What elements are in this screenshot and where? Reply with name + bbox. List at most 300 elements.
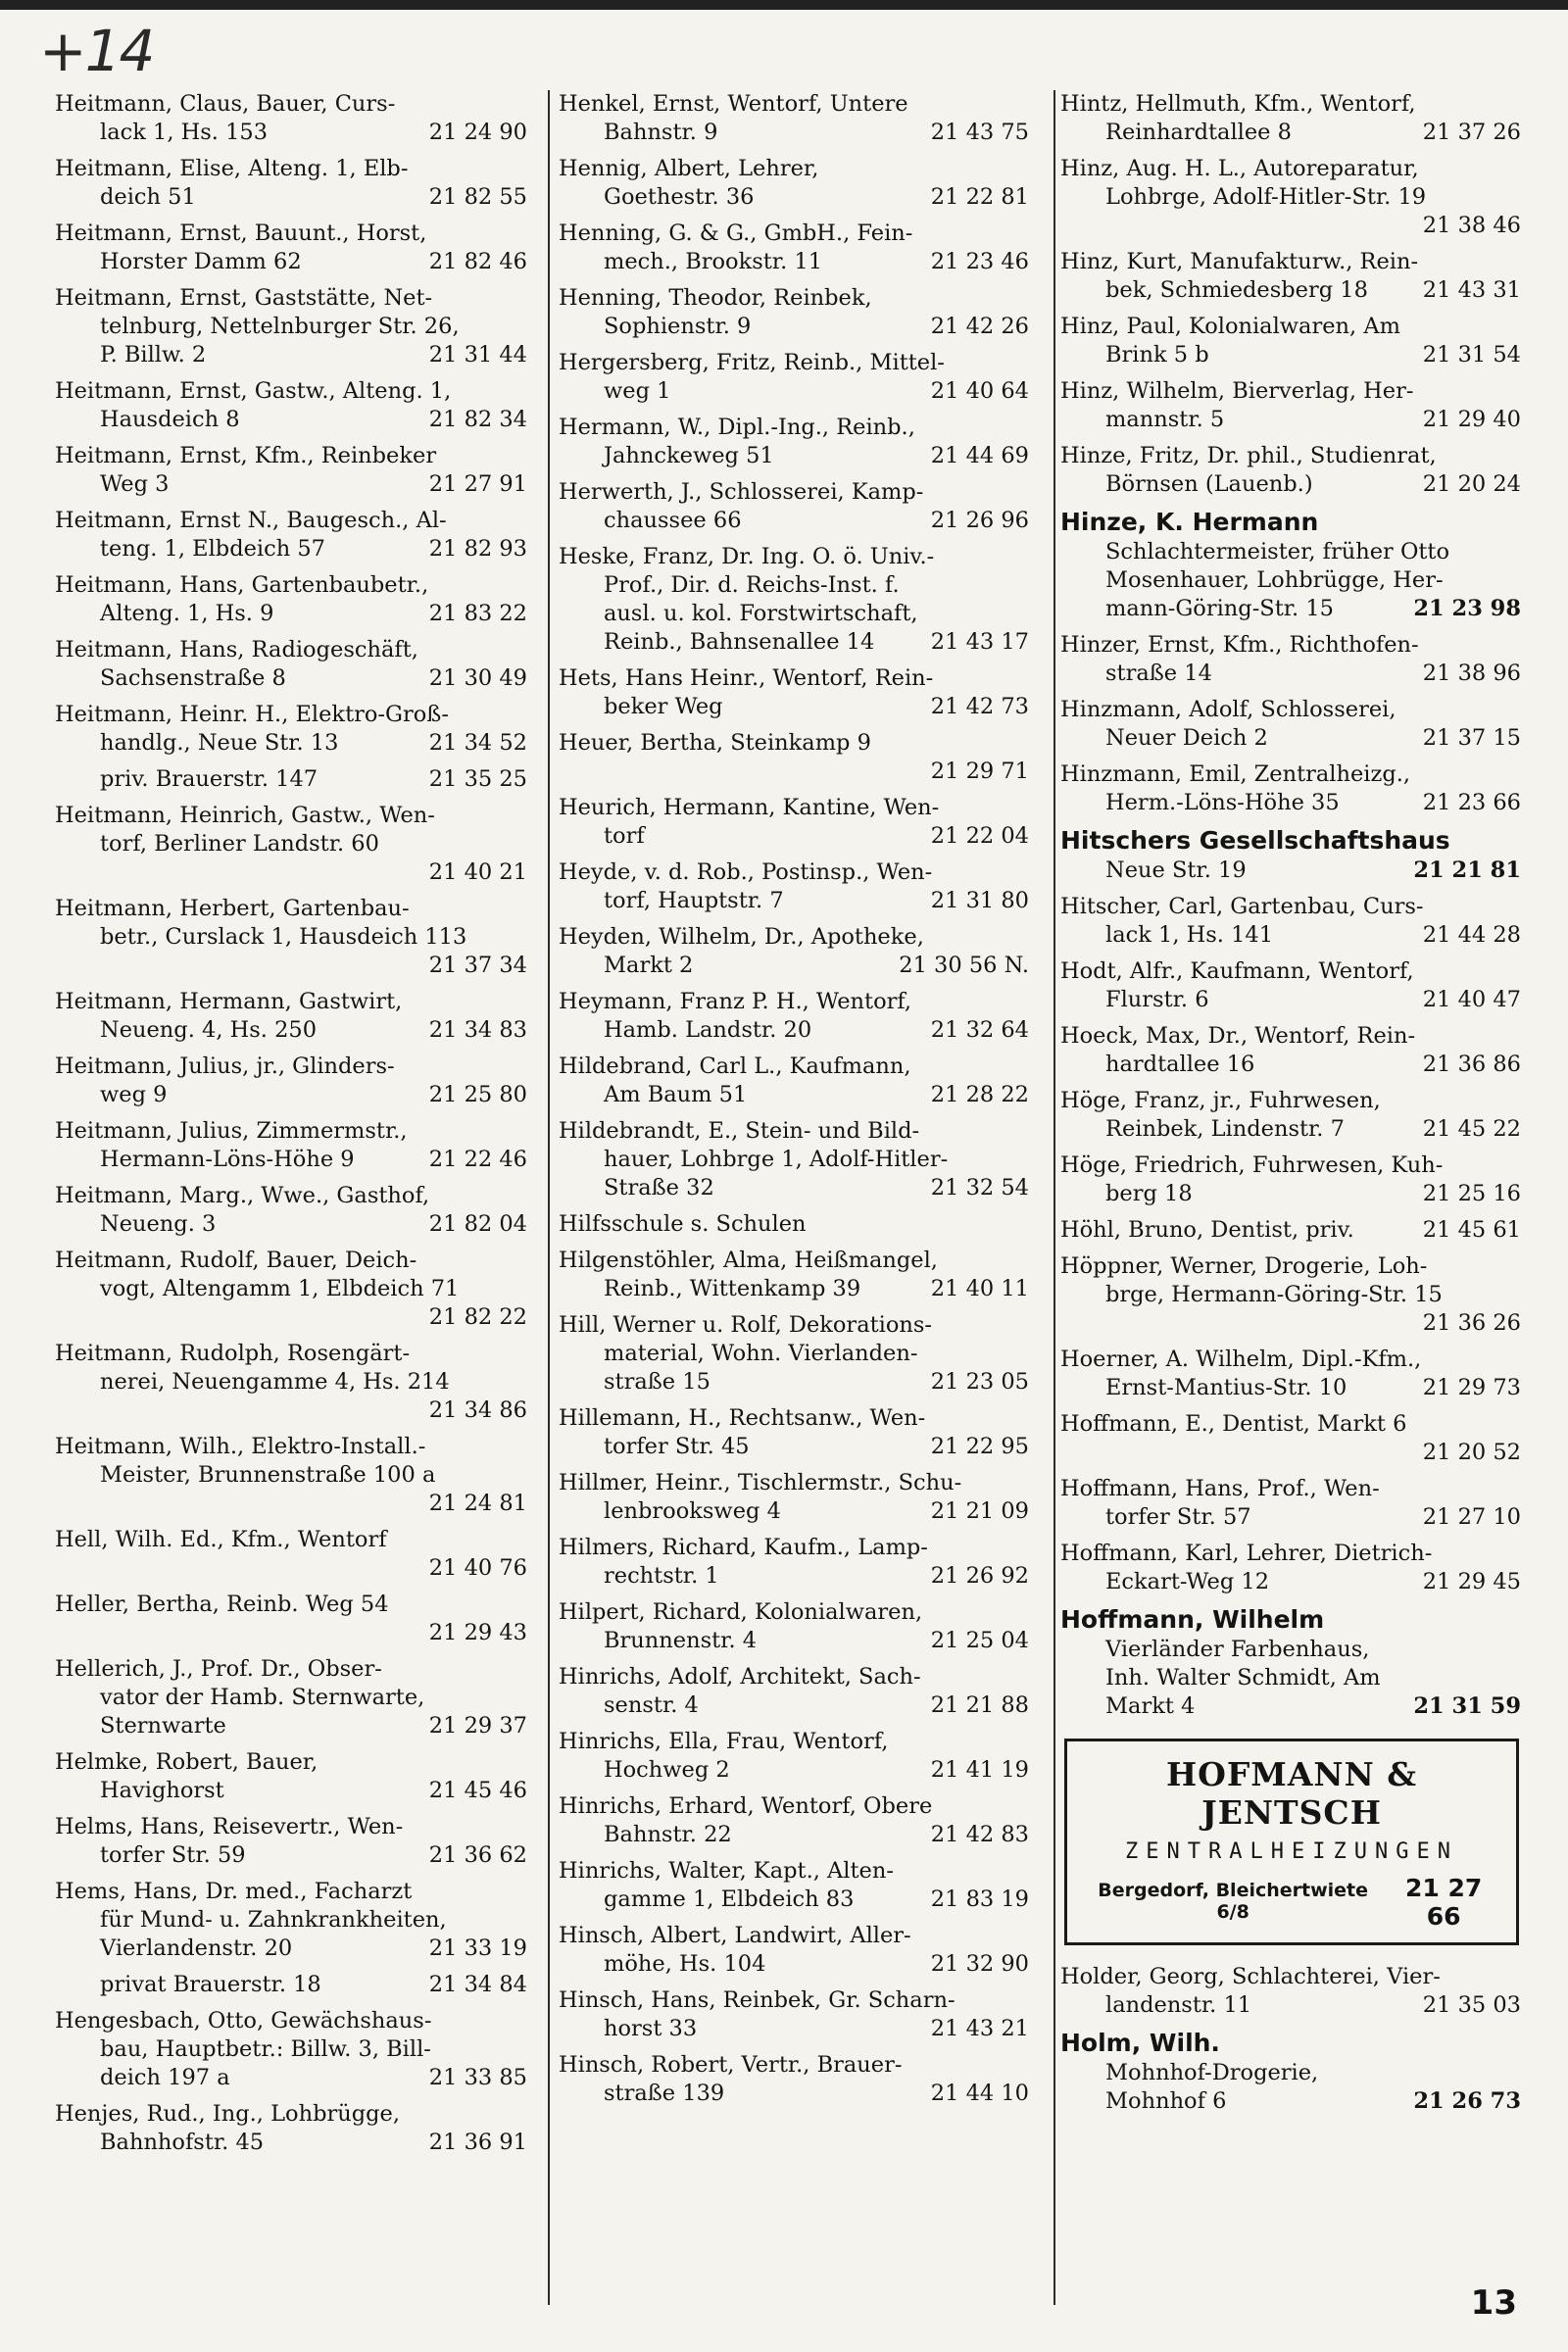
- directory-entry: [559, 988, 1033, 1045]
- entry-name-line: Hergersberg, Fritz, Reinb., Mittel-: [559, 350, 945, 375]
- entry-phone-number: 21 44 69: [927, 442, 1029, 470]
- directory-entry: [559, 1404, 1033, 1461]
- entry-name-line: Hill, Werner u. Rolf, Dekorations-: [559, 1312, 933, 1338]
- directory-entry: [55, 1655, 531, 1740]
- entry-phone-number: 21 40 47: [1419, 986, 1521, 1014]
- entry-business-name: Holm, Wilh.: [1060, 2029, 1220, 2057]
- entry-name-line: Hinrichs, Adolf, Architekt, Sach-: [559, 1664, 921, 1690]
- directory-entry: [1060, 377, 1525, 434]
- entry-name-line: Heitmann, Herbert, Gartenbau-: [55, 896, 410, 921]
- entry-phone-number: 21 23 46: [927, 248, 1029, 276]
- directory-entry: [55, 1526, 531, 1583]
- directory-entry: [559, 1922, 1033, 1979]
- entry-name-line: Heitmann, Rudolf, Bauer, Deich-: [55, 1248, 417, 1273]
- entry-detail-line: mann-Göring-Str. 15: [1105, 596, 1334, 621]
- entry-name-line: Hinsch, Hans, Reinbek, Gr. Scharn-: [559, 1987, 956, 2013]
- entry-detail-line: torf, Berliner Landstr. 60: [100, 831, 379, 857]
- directory-entry: [1060, 2028, 1525, 2116]
- entry-name-line: Heitmann, Ernst, Bauunt., Horst,: [55, 220, 427, 246]
- directory-entry: [1060, 248, 1525, 305]
- entry-detail-line: Bahnhofstr. 45: [100, 2130, 265, 2155]
- entry-phone-number: 21 82 04: [425, 1210, 527, 1239]
- ad-address: Bergedorf, Bleichertwiete 6/8: [1098, 1880, 1369, 1923]
- directory-entry: [55, 1117, 531, 1174]
- entry-name-line: privat Brauerstr. 18: [100, 1972, 321, 1997]
- directory-column-2: [545, 90, 1047, 2305]
- directory-entry: [1060, 1022, 1525, 1079]
- entry-phone-number: 21 31 59: [1409, 1692, 1521, 1721]
- entry-detail-line: Bahnstr. 22: [604, 1822, 732, 1847]
- entry-detail-line: handlg., Neue Str. 13: [100, 730, 339, 756]
- directory-entry: [559, 1053, 1033, 1109]
- entry-name-line: Heske, Franz, Dr. Ing. O. ö. Univ.-: [559, 544, 935, 569]
- entry-detail-line: bek, Schmiedesberg 18: [1105, 277, 1368, 303]
- directory-entry: [55, 765, 531, 794]
- entry-phone-number: 21 82 46: [425, 248, 527, 276]
- directory-entry: [1060, 760, 1525, 817]
- directory-entry: [1060, 1252, 1525, 1338]
- entry-detail-line: Am Baum 51: [604, 1082, 748, 1107]
- entry-name-line: Hilfsschule s. Schulen: [559, 1211, 807, 1237]
- directory-entry: [55, 2007, 531, 2092]
- directory-entry: [1060, 1346, 1525, 1402]
- directory-entry: [559, 858, 1033, 915]
- entry-detail-line: Börnsen (Lauenb.): [1105, 471, 1313, 497]
- entry-detail-line: gamme 1, Elbdeich 83: [604, 1886, 855, 1912]
- entry-phone-number: 21 37 15: [1419, 724, 1521, 753]
- entry-phone-number: 21 36 62: [425, 1841, 527, 1870]
- entry-phone-number: 21 29 40: [1419, 406, 1521, 434]
- entry-detail-line: möhe, Hs. 104: [604, 1951, 766, 1977]
- entry-phone-number: 21 38 96: [1419, 660, 1521, 688]
- directory-entry: [55, 1748, 531, 1805]
- entry-phone-number: 21 44 10: [927, 2080, 1029, 2108]
- entry-phone-number: 21 38 46: [1060, 212, 1525, 240]
- entry-detail-line: Eckart-Weg 12: [1105, 1569, 1270, 1594]
- directory-entry: [55, 507, 531, 564]
- directory-entry: [559, 794, 1033, 851]
- entry-name-line: Heitmann, Julius, jr., Glinders-: [55, 1054, 395, 1079]
- scan-edge: [0, 0, 1568, 10]
- entry-phone-number: 21 31 54: [1419, 341, 1521, 369]
- directory-entry: [559, 155, 1033, 212]
- entry-detail-line: Prof., Dir. d. Reichs-Inst. f.: [604, 572, 900, 598]
- entry-phone-number: 21 42 73: [927, 693, 1029, 721]
- entry-phone-number: 21 40 64: [927, 377, 1029, 406]
- entry-detail-line: Jahnckeweg 51: [604, 443, 774, 468]
- entry-phone-number: 21 45 61: [1419, 1216, 1521, 1245]
- entry-detail-line: vator der Hamb. Sternwarte,: [100, 1685, 425, 1710]
- directory-entry: [559, 1311, 1033, 1396]
- entry-phone-number: 21 29 71: [559, 758, 1033, 786]
- entry-detail-line: Neuer Deich 2: [1105, 725, 1268, 751]
- entry-detail-line: rechtstr. 1: [604, 1563, 719, 1589]
- directory-entry: [559, 1117, 1033, 1202]
- entry-phone-number: 21 31 80: [927, 887, 1029, 915]
- entry-phone-number: 21 45 46: [425, 1777, 527, 1805]
- directory-entry: [55, 1182, 531, 1239]
- entry-phone-number: 21 20 52: [1060, 1439, 1525, 1467]
- entry-detail-line: material, Wohn. Vierlanden-: [604, 1341, 918, 1366]
- directory-column-1: [55, 90, 545, 2305]
- entry-phone-number: 21 31 44: [425, 341, 527, 369]
- entry-name-line: Helmke, Robert, Bauer,: [55, 1749, 318, 1775]
- entry-business-name: Hitschers Gesellschaftshaus: [1060, 826, 1450, 855]
- entry-phone-number: 21 21 81: [1409, 857, 1521, 885]
- entry-name-line: Hinzmann, Adolf, Schlosserei,: [1060, 697, 1396, 722]
- entry-name-line: Hildebrand, Carl L., Kaufmann,: [559, 1054, 911, 1079]
- entry-phone-number: 21 34 83: [425, 1016, 527, 1045]
- directory-entry: [55, 155, 531, 212]
- entry-name-line: Hinsch, Albert, Landwirt, Aller-: [559, 1923, 911, 1948]
- directory-entry: [55, 1247, 531, 1332]
- entry-detail-line: ausl. u. kol. Forstwirtschaft,: [604, 601, 918, 626]
- directory-entry: [55, 1053, 531, 1109]
- entry-detail-line: Neueng. 3: [100, 1211, 217, 1237]
- entry-phone-number: 21 27 10: [1419, 1503, 1521, 1532]
- directory-entry: [55, 571, 531, 628]
- entry-name-line: Höhl, Bruno, Dentist, priv.: [1060, 1217, 1354, 1243]
- entry-phone-number: 21 45 22: [1419, 1115, 1521, 1144]
- entry-name-line: Heller, Bertha, Reinb. Weg 54: [55, 1592, 389, 1617]
- entry-detail-line: Inh. Walter Schmidt, Am: [1105, 1665, 1381, 1690]
- directory-entry: [559, 664, 1033, 721]
- entry-detail-line: landenstr. 11: [1105, 1992, 1252, 2018]
- entry-phone-number: 21 23 05: [927, 1368, 1029, 1396]
- directory-entry: [55, 377, 531, 434]
- entry-phone-number: 21 24 81: [55, 1490, 531, 1518]
- directory-entry: [559, 1469, 1033, 1526]
- entry-name-line: Hintz, Hellmuth, Kfm., Wentorf,: [1060, 91, 1416, 117]
- entry-phone-number: 21 21 88: [927, 1691, 1029, 1720]
- entry-phone-number: 21 83 22: [425, 600, 527, 628]
- entry-detail-line: torf: [604, 823, 645, 849]
- entry-phone-number: 21 42 26: [927, 313, 1029, 341]
- directory-entry: [1060, 155, 1525, 240]
- entry-name-line: Hinz, Aug. H. L., Autoreparatur,: [1060, 156, 1419, 181]
- entry-phone-number: 21 34 86: [55, 1396, 531, 1425]
- directory-entry: [559, 729, 1033, 786]
- entry-name-line: Heitmann, Marg., Wwe., Gasthof,: [55, 1183, 430, 1208]
- entry-name-line: Herwerth, J., Schlosserei, Kamp-: [559, 479, 924, 505]
- entry-detail-line: Reinhardtallee 8: [1105, 120, 1292, 145]
- directory-entry: [55, 1591, 531, 1647]
- entry-name-line: Heurich, Hermann, Kantine, Wen-: [559, 795, 940, 820]
- directory-entry: [559, 349, 1033, 406]
- directory-entry: [55, 636, 531, 693]
- entry-detail-line: Weg 3: [100, 471, 170, 497]
- directory-entry: [559, 923, 1033, 980]
- directory-entry: [55, 701, 531, 758]
- entry-phone-number: 21 82 34: [425, 406, 527, 434]
- entry-phone-number: 21 26 92: [927, 1562, 1029, 1591]
- column-rule: [548, 90, 550, 2305]
- entry-phone-number: 21 36 86: [1419, 1051, 1521, 1079]
- directory-entry: [1060, 90, 1525, 147]
- entry-name-line: Hets, Hans Heinr., Wentorf, Rein-: [559, 665, 934, 691]
- entry-detail-line: bau, Hauptbetr.: Billw. 3, Bill-: [100, 2036, 431, 2062]
- entry-detail-line: Straße 32: [604, 1175, 714, 1200]
- entry-name-line: Holder, Georg, Schlachterei, Vier-: [1060, 1964, 1441, 1989]
- entry-name-line: Heitmann, Heinr. H., Elektro-Groß-: [55, 702, 449, 727]
- entry-detail-line: weg 9: [100, 1082, 168, 1107]
- entry-name-line: Heitmann, Wilh., Elektro-Install.-: [55, 1434, 426, 1459]
- entry-phone-number: 21 26 96: [927, 507, 1029, 535]
- directory-entry: [559, 478, 1033, 535]
- entry-phone-number: 21 83 19: [927, 1886, 1029, 1914]
- entry-phone-number: 21 33 85: [425, 2064, 527, 2092]
- entry-phone-number: 21 20 24: [1419, 470, 1521, 499]
- directory-entry: [55, 220, 531, 276]
- entry-phone-number: 21 42 83: [927, 1821, 1029, 1849]
- entry-name-line: Hinrichs, Erhard, Wentorf, Obere: [559, 1793, 933, 1819]
- directory-page: [55, 90, 1525, 2305]
- entry-detail-line: hardtallee 16: [1105, 1052, 1255, 1077]
- entry-detail-line: Sternwarte: [100, 1713, 226, 1739]
- entry-name-line: Heuer, Bertha, Steinkamp 9: [559, 730, 871, 756]
- entry-phone-number: 21 43 17: [927, 628, 1029, 657]
- entry-name-line: Heitmann, Elise, Alteng. 1, Elb-: [55, 156, 409, 181]
- entry-detail-line: brge, Hermann-Göring-Str. 15: [1105, 1282, 1443, 1307]
- entry-detail-line: Hamb. Landstr. 20: [604, 1017, 812, 1043]
- entry-detail-line: deich 51: [100, 184, 196, 210]
- entry-phone-number: 21 29 37: [425, 1712, 527, 1740]
- entry-detail-line: Flurstr. 6: [1105, 987, 1209, 1012]
- entry-name-line: Heitmann, Ernst, Kfm., Reinbeker: [55, 443, 437, 468]
- entry-detail-line: Vierlandenstr. 20: [100, 1936, 293, 1961]
- page-number: 13: [1470, 2283, 1517, 2323]
- entry-detail-line: Reinb., Bahnsenallee 14: [604, 629, 875, 655]
- entry-detail-line: lack 1, Hs. 141: [1105, 922, 1274, 948]
- entry-detail-line: hauer, Lohbrge 1, Adolf-Hitler-: [604, 1147, 949, 1172]
- entry-detail-line: Brink 5 b: [1105, 342, 1209, 368]
- entry-name-line: Hillmer, Heinr., Tischlermstr., Schu-: [559, 1470, 962, 1495]
- entry-detail-line: für Mund- u. Zahnkrankheiten,: [100, 1907, 447, 1933]
- directory-entry: [559, 1792, 1033, 1849]
- entry-detail-line: berg 18: [1105, 1181, 1193, 1206]
- entry-detail-line: Meister, Brunnenstraße 100 a: [100, 1462, 436, 1488]
- entry-name-line: Höppner, Werner, Drogerie, Loh-: [1060, 1253, 1428, 1279]
- entry-phone-number: 21 34 52: [425, 729, 527, 758]
- entry-phone-number: 21 23 98: [1409, 595, 1521, 623]
- entry-name-line: Hinz, Kurt, Manufakturw., Rein-: [1060, 249, 1419, 274]
- directory-entry: [55, 988, 531, 1045]
- directory-entry: [55, 1340, 531, 1425]
- directory-entry: [1060, 1604, 1525, 1721]
- entry-name-line: Hell, Wilh. Ed., Kfm., Wentorf: [55, 1527, 387, 1552]
- directory-entry: [55, 1971, 531, 1999]
- entry-phone-number: 21 32 64: [927, 1016, 1029, 1045]
- entry-detail-line: Sophienstr. 9: [604, 314, 752, 339]
- entry-name-line: Heyden, Wilhelm, Dr., Apotheke,: [559, 924, 924, 950]
- entry-detail-line: deich 197 a: [100, 2065, 230, 2090]
- advertisement-box: [1064, 1739, 1519, 1945]
- entry-phone-number: 21 36 91: [425, 2129, 527, 2157]
- entry-detail-line: Hermann-Löns-Höhe 9: [100, 1147, 355, 1172]
- directory-entry: [1060, 1475, 1525, 1532]
- entry-detail-line: Mohnhof-Drogerie,: [1105, 2060, 1319, 2085]
- directory-entry: [1060, 957, 1525, 1014]
- directory-entry: [55, 802, 531, 887]
- entry-phone-number: 21 37 26: [1419, 119, 1521, 147]
- directory-entry: [1060, 893, 1525, 950]
- entry-name-line: Helms, Hans, Reisevertr., Wen-: [55, 1814, 404, 1839]
- entry-name-line: Hodt, Alfr., Kaufmann, Wentorf,: [1060, 958, 1414, 984]
- entry-detail-line: Mosenhauer, Lohbrügge, Her-: [1105, 567, 1444, 593]
- directory-entry: [1060, 1216, 1525, 1245]
- entry-phone-number: 21 44 28: [1419, 921, 1521, 950]
- entry-name-line: Hinsch, Robert, Vertr., Brauer-: [559, 2052, 903, 2078]
- entry-name-line: Hinz, Paul, Kolonialwaren, Am: [1060, 314, 1400, 339]
- directory-entry: [1060, 631, 1525, 688]
- handwritten-margin-note: +14: [39, 18, 154, 84]
- entry-detail-line: Markt 2: [604, 953, 694, 978]
- entry-phone-number: 21 30 56 N.: [895, 952, 1029, 980]
- entry-phone-number: 21 22 95: [927, 1433, 1029, 1461]
- entry-name-line: Heitmann, Rudolph, Rosengärt-: [55, 1341, 411, 1366]
- entry-name-line: Hems, Hans, Dr. med., Facharzt: [55, 1879, 413, 1904]
- entry-detail-line: Goethestr. 36: [604, 184, 755, 210]
- directory-entry: [1060, 825, 1525, 885]
- directory-entry: [559, 1210, 1033, 1239]
- directory-entry: [559, 284, 1033, 341]
- entry-detail-line: Schlachtermeister, früher Otto: [1105, 539, 1450, 564]
- entry-phone-number: 21 82 55: [425, 183, 527, 212]
- directory-entry: [559, 414, 1033, 470]
- entry-name-line: Henning, Theodor, Reinbek,: [559, 285, 872, 311]
- entry-name-line: Hinzmann, Emil, Zentralheizg.,: [1060, 761, 1411, 787]
- column-rule: [1054, 90, 1055, 2305]
- entry-detail-line: Reinbek, Lindenstr. 7: [1105, 1116, 1345, 1142]
- entry-detail-line: Reinb., Wittenkamp 39: [604, 1276, 861, 1301]
- entry-phone-number: 21 22 81: [927, 183, 1029, 212]
- entry-detail-line: Neue Str. 19: [1105, 858, 1247, 883]
- directory-entry: [559, 1663, 1033, 1720]
- directory-entry: [559, 1247, 1033, 1303]
- entry-detail-line: mannstr. 5: [1105, 407, 1225, 432]
- ad-phone: 21 27 66: [1405, 1874, 1483, 1931]
- entry-name-line: priv. Brauerstr. 147: [100, 766, 318, 792]
- entry-phone-number: 21 40 76: [55, 1554, 531, 1583]
- entry-phone-number: 21 34 84: [425, 1971, 527, 1999]
- entry-name-line: Höge, Friedrich, Fuhrwesen, Kuh-: [1060, 1152, 1444, 1178]
- entry-phone-number: 21 33 19: [425, 1935, 527, 1963]
- directory-entry: [559, 1857, 1033, 1914]
- entry-detail-line: Havighorst: [100, 1778, 224, 1803]
- entry-detail-line: lenbrooksweg 4: [604, 1498, 781, 1524]
- entry-phone-number: 21 23 66: [1419, 789, 1521, 817]
- entry-phone-number: 21 25 04: [927, 1627, 1029, 1655]
- entry-phone-number: 21 41 19: [927, 1756, 1029, 1785]
- directory-entry: [1060, 1152, 1525, 1208]
- directory-entry: [55, 2100, 531, 2157]
- entry-detail-line: nerei, Neuengamme 4, Hs. 214: [100, 1369, 450, 1395]
- directory-entry: [1060, 1963, 1525, 2020]
- directory-entry: [55, 442, 531, 499]
- entry-phone-number: 21 25 80: [425, 1081, 527, 1109]
- entry-name-line: Heitmann, Hans, Radiogeschäft,: [55, 637, 418, 662]
- entry-name-line: Hellerich, J., Prof. Dr., Obser-: [55, 1656, 382, 1682]
- entry-name-line: Hoffmann, Hans, Prof., Wen-: [1060, 1476, 1380, 1501]
- entry-name-line: Hildebrandt, E., Stein- und Bild-: [559, 1118, 920, 1144]
- entry-name-line: Hoerner, A. Wilhelm, Dipl.-Kfm.,: [1060, 1347, 1422, 1372]
- entry-phone-number: 21 32 54: [927, 1174, 1029, 1202]
- entry-detail-line: weg 1: [604, 378, 671, 404]
- entry-detail-line: straße 15: [604, 1369, 710, 1395]
- entry-detail-line: torfer Str. 45: [604, 1434, 750, 1459]
- entry-phone-number: 21 40 21: [55, 858, 531, 887]
- entry-phone-number: 21 43 75: [927, 119, 1029, 147]
- directory-entry: [559, 2051, 1033, 2108]
- entry-name-line: Heitmann, Ernst N., Baugesch., Al-: [55, 508, 447, 533]
- entry-name-line: Hoeck, Max, Dr., Wentorf, Rein-: [1060, 1023, 1416, 1049]
- entry-phone-number: 21 22 46: [425, 1146, 527, 1174]
- entry-name-line: Heitmann, Hans, Gartenbaubetr.,: [55, 572, 429, 598]
- entry-phone-number: 21 22 04: [927, 822, 1029, 851]
- directory-entry: [1060, 1087, 1525, 1144]
- entry-name-line: Heitmann, Julius, Zimmermstr.,: [55, 1118, 408, 1144]
- entry-detail-line: Brunnenstr. 4: [604, 1628, 758, 1653]
- entry-phone-number: 21 28 22: [927, 1081, 1029, 1109]
- entry-detail-line: senstr. 4: [604, 1692, 699, 1718]
- entry-phone-number: 21 25 16: [1419, 1180, 1521, 1208]
- entry-name-line: Hilpert, Richard, Kolonialwaren,: [559, 1599, 923, 1625]
- entry-detail-line: Hochweg 2: [604, 1757, 730, 1783]
- entry-name-line: Hilmers, Richard, Kaufm., Lamp-: [559, 1535, 928, 1560]
- entry-name-line: Hinze, Fritz, Dr. phil., Studienrat,: [1060, 443, 1437, 468]
- entry-name-line: Hillemann, H., Rechtsanw., Wen-: [559, 1405, 926, 1431]
- directory-entry: [55, 1433, 531, 1518]
- entry-detail-line: Lohbrge, Adolf-Hitler-Str. 19: [1105, 184, 1427, 210]
- directory-entry: [1060, 696, 1525, 753]
- directory-entry: [55, 284, 531, 369]
- entry-name-line: Hitscher, Carl, Gartenbau, Curs-: [1060, 894, 1424, 919]
- entry-phone-number: 21 29 73: [1419, 1374, 1521, 1402]
- entry-name-line: Heitmann, Ernst, Gastw., Alteng. 1,: [55, 378, 452, 404]
- entry-name-line: Hinz, Wilhelm, Bierverlag, Her-: [1060, 378, 1414, 404]
- entry-name-line: Hoffmann, Karl, Lehrer, Dietrich-: [1060, 1541, 1433, 1566]
- directory-entry: [1060, 313, 1525, 369]
- entry-detail-line: Herm.-Löns-Höhe 35: [1105, 790, 1340, 815]
- entry-detail-line: torfer Str. 57: [1105, 1504, 1251, 1530]
- ad-company-name: HOFMANN & JENTSCH: [1165, 1755, 1418, 1832]
- entry-name-line: Henkel, Ernst, Wentorf, Untere: [559, 91, 908, 117]
- entry-phone-number: 21 30 49: [425, 664, 527, 693]
- entry-detail-line: mech., Brookstr. 11: [604, 249, 823, 274]
- directory-entry: [55, 1813, 531, 1870]
- entry-phone-number: 21 26 73: [1409, 2087, 1521, 2116]
- entry-name-line: Hennig, Albert, Lehrer,: [559, 156, 819, 181]
- entry-detail-line: Ernst-Mantius-Str. 10: [1105, 1375, 1348, 1400]
- entry-detail-line: Horster Damm 62: [100, 249, 302, 274]
- entry-phone-number: 21 24 90: [425, 119, 527, 147]
- entry-detail-line: Mohnhof 6: [1105, 2088, 1227, 2114]
- entry-business-name: Hoffmann, Wilhelm: [1060, 1605, 1325, 1634]
- entry-detail-line: straße 139: [604, 2081, 725, 2106]
- entry-detail-line: Markt 4: [1105, 1693, 1196, 1719]
- entry-detail-line: P. Billw. 2: [100, 342, 207, 368]
- entry-phone-number: 21 21 09: [927, 1497, 1029, 1526]
- entry-detail-line: horst 33: [604, 2016, 698, 2041]
- directory-column-3: [1047, 90, 1525, 2305]
- entry-phone-number: 21 27 91: [425, 470, 527, 499]
- entry-detail-line: lack 1, Hs. 153: [100, 120, 269, 145]
- entry-detail-line: Bahnstr. 9: [604, 120, 718, 145]
- directory-entry: [559, 1598, 1033, 1655]
- entry-phone-number: 21 29 45: [1419, 1568, 1521, 1596]
- directory-entry: [559, 90, 1033, 147]
- ad-business-type: ZENTRALHEIZUNGEN: [1125, 1839, 1458, 1864]
